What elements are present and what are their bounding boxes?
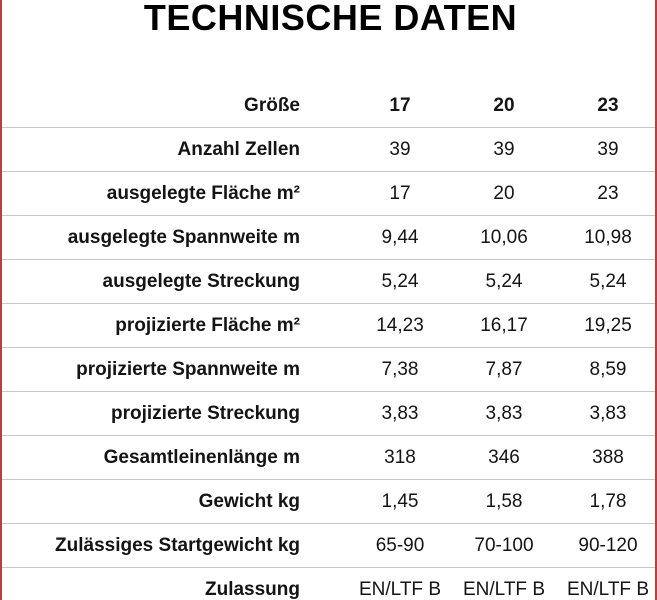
table-row — [2, 216, 657, 260]
row-value: 1,78 — [589, 491, 627, 512]
row-value: 346 — [488, 447, 520, 468]
row-label: projizierte Spannweite m — [76, 359, 300, 380]
size-23-header: 23 — [597, 95, 619, 116]
table-row — [2, 128, 657, 172]
row-value: EN/LTF B — [567, 579, 649, 600]
table-row — [2, 172, 657, 216]
row-label: ausgelegte Spannweite m — [67, 227, 300, 248]
row-label: ausgelegte Fläche m² — [106, 183, 300, 204]
spec-table — [2, 84, 657, 600]
table-row — [2, 304, 657, 348]
table-row — [2, 260, 657, 304]
row-value: 23 — [597, 183, 619, 204]
row-value: 3,83 — [381, 403, 419, 424]
table-row — [2, 436, 657, 480]
row-value: 3,83 — [589, 403, 627, 424]
row-value: 1,45 — [381, 491, 419, 512]
row-value: EN/LTF B — [359, 579, 441, 600]
row-value: 65-90 — [375, 535, 425, 556]
row-value: 388 — [592, 447, 624, 468]
row-value: 70-100 — [474, 535, 534, 556]
row-label: Gewicht kg — [198, 491, 300, 512]
table-header-row — [2, 84, 657, 128]
row-value: 3,83 — [485, 403, 523, 424]
row-label: Gesamtleinenlänge m — [103, 447, 300, 468]
row-value: 16,17 — [480, 315, 528, 336]
table-row — [2, 480, 657, 524]
table-row — [2, 348, 657, 392]
table-row — [2, 392, 657, 436]
row-value: 10,06 — [480, 227, 528, 248]
row-value: 7,38 — [381, 359, 419, 380]
row-label: projizierte Streckung — [111, 403, 300, 424]
row-value: 19,25 — [584, 315, 632, 336]
row-value: 90-120 — [578, 535, 638, 556]
row-value: 39 — [493, 139, 515, 160]
row-value: 39 — [389, 139, 411, 160]
row-label: projizierte Fläche m² — [115, 315, 300, 336]
row-value: 20 — [493, 183, 515, 204]
header-label: Größe — [244, 95, 300, 116]
row-value: 8,59 — [589, 359, 627, 380]
row-value: 5,24 — [381, 271, 419, 292]
row-value: 1,58 — [485, 491, 523, 512]
page-title: TECHNISCHE DATEN — [143, 0, 518, 38]
row-label: Anzahl Zellen — [177, 139, 300, 160]
size-17-header: 17 — [389, 95, 411, 116]
row-value: 10,98 — [584, 227, 632, 248]
row-value: 5,24 — [589, 271, 627, 292]
row-value: 7,87 — [485, 359, 523, 380]
row-value: 17 — [389, 183, 411, 204]
row-value: 39 — [597, 139, 619, 160]
size-20-header: 20 — [493, 95, 515, 116]
row-value: 9,44 — [381, 227, 419, 248]
row-value: 5,24 — [485, 271, 523, 292]
row-label: Zulassung — [204, 579, 300, 600]
row-label: ausgelegte Streckung — [102, 271, 300, 292]
row-value: 318 — [384, 447, 416, 468]
table-row — [2, 568, 657, 600]
row-value: 14,23 — [376, 315, 424, 336]
row-label: Zulässiges Startgewicht kg — [55, 535, 300, 556]
table-row — [2, 524, 657, 568]
row-value: EN/LTF B — [463, 579, 545, 600]
